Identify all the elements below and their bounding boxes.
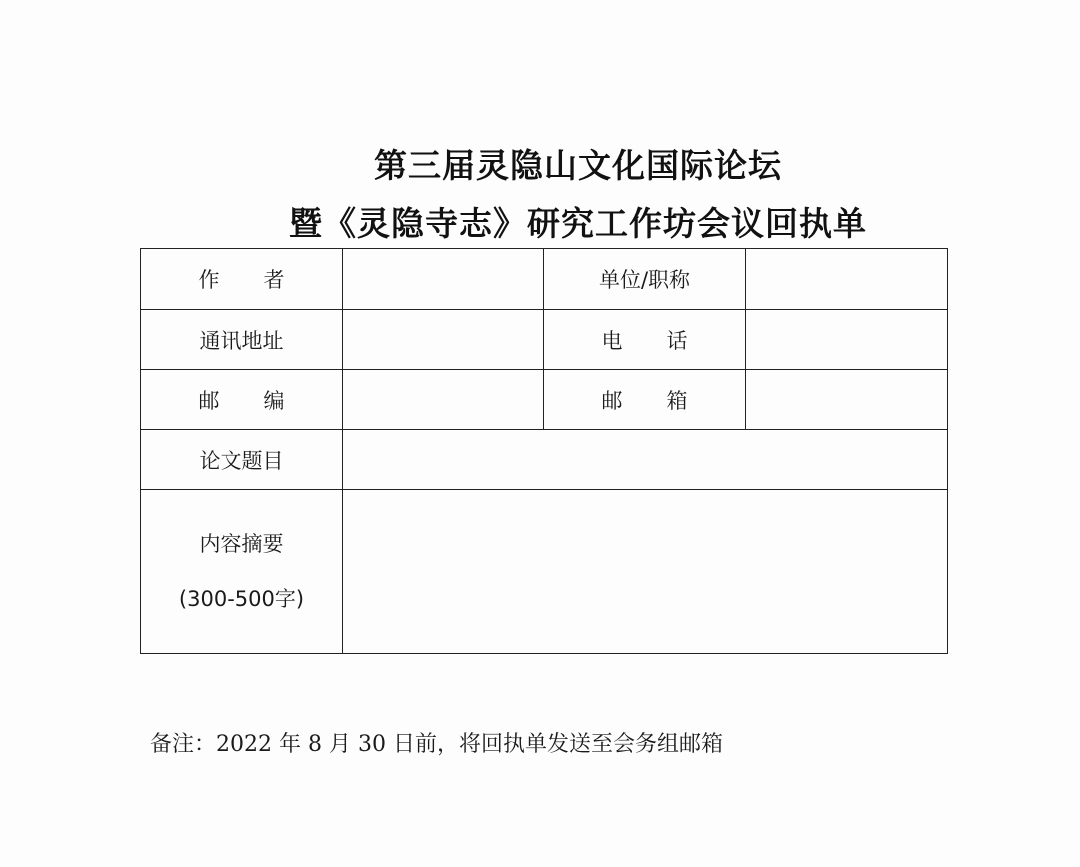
document-title-line2: 暨《灵隐寺志》研究工作坊会议回执单 [289,204,867,243]
field-email[interactable] [746,370,948,430]
label-postcode: 邮 编 [141,370,343,430]
label-email: 邮 箱 [544,370,746,430]
form-row-paper-title [141,430,948,490]
label-author: 作 者 [141,249,343,310]
field-abstract[interactable] [343,490,948,654]
label-unit-title: 单位/职称 [544,249,746,310]
label-abstract-text: 内容摘要 [199,531,284,556]
field-phone[interactable] [746,310,948,370]
field-unit-title[interactable] [746,249,948,310]
form-row-postcode [141,370,948,430]
label-address: 通讯地址 [141,310,343,370]
field-postcode[interactable] [343,370,544,430]
label-abstract [141,490,343,654]
form-row-abstract [141,490,948,654]
field-author[interactable] [343,249,544,310]
form-row-address [141,310,948,370]
footer-note: 备注：2022 年 8 月 30 日前，将回执单发送至会务组邮箱 [150,732,723,757]
label-abstract-length: (300-500字) [178,586,305,611]
label-paper-title: 论文题目 [141,430,343,490]
field-address[interactable] [343,310,544,370]
form-row-author [141,249,948,310]
label-phone: 电 话 [544,310,746,370]
document-title-line1: 第三届灵隐山文化国际论坛 [374,146,782,185]
receipt-form-table [140,248,948,654]
field-paper-title[interactable] [343,430,948,490]
